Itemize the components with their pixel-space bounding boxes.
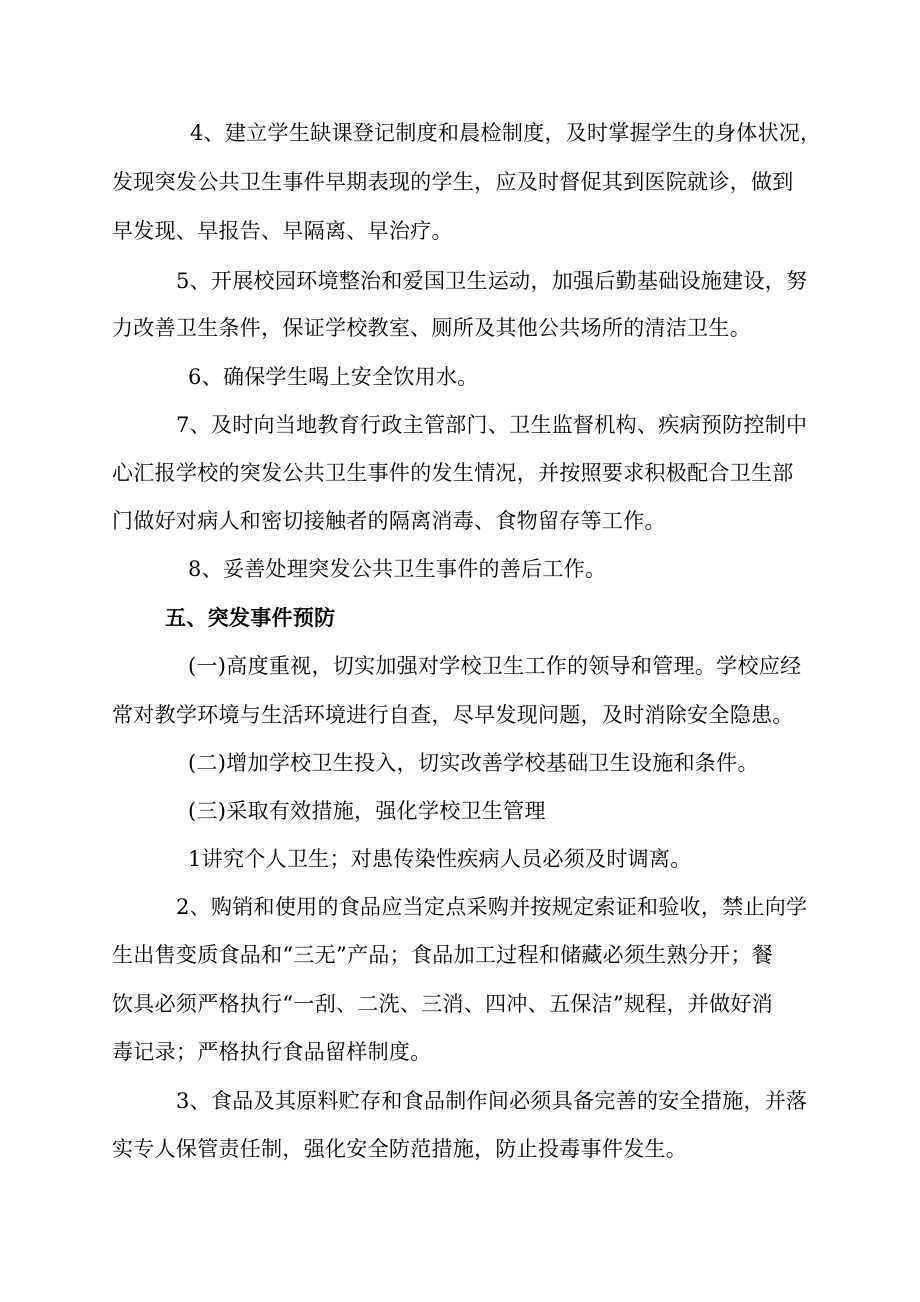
item-1-line-1: (一)高度重视，切实加强对学校卫生工作的领导和管理。学校应经 xyxy=(188,654,802,678)
paragraph-4-line-2: 发现突发公共卫生事件早期表现的学生，应及时督促其到医院就诊，做到 xyxy=(112,170,794,194)
paragraph-4-line-1: 4、建立学生缺课登记制度和晨检制度，及时掌握学生的身体状况， xyxy=(190,121,822,145)
paragraph-5-line-1: 5、开展校园环境整治和爱国卫生运动，加强后勤基础设施建设，努 xyxy=(176,269,808,293)
subitem-3-line-2: 实专人保管责任制，强化安全防范措施，防止投毒事件发生。 xyxy=(112,1137,688,1161)
subitem-2-line-4: 毒记录；严格执行食品留样制度。 xyxy=(112,1040,432,1064)
subitem-2-line-1: 2、购销和使用的食品应当定点采购并按规定索证和验收，禁止向学 xyxy=(176,895,808,919)
subitem-2-line-3: 饮具必须严格执行“一刮、二洗、三消、四冲、五保洁”规程，并做好消 xyxy=(112,992,774,1016)
item-3-line-1: (三)采取有效措施，强化学校卫生管理 xyxy=(188,799,546,823)
paragraph-7-line-3: 门做好对病人和密切接触者的隔离消毒、食物留存等工作。 xyxy=(112,509,666,533)
paragraph-6-line-1: 6、确保学生喝上安全饮用水。 xyxy=(188,365,479,389)
paragraph-7-line-1: 7、及时向当地教育行政主管部门、卫生监督机构、疾病预防控制中 xyxy=(176,413,808,437)
paragraph-4-line-3: 早发现、早报告、早隔离、早治疗。 xyxy=(112,219,453,243)
item-1-line-2: 常对教学环境与生活环境进行自查，尽早发现问题，及时消除安全隐患。 xyxy=(112,703,794,727)
item-2-line-1: (二)增加学校卫生投入，切实改善学校基础卫生设施和条件。 xyxy=(188,751,759,775)
subitem-1-line-1: 1讲究个人卫生；对患传染性疾病人员必须及时调离。 xyxy=(188,847,692,871)
paragraph-8-line-1: 8、妥善处理突发公共卫生事件的善后工作。 xyxy=(188,557,607,581)
paragraph-7-line-2: 心汇报学校的突发公共卫生事件的发生情况，并按照要求积极配合卫生部 xyxy=(112,461,794,485)
subitem-3-line-1: 3、食品及其原料贮存和食品制作间必须具备完善的安全措施，并落 xyxy=(176,1089,808,1113)
paragraph-5-line-2: 力改善卫生条件，保证学校教室、厕所及其他公共场所的清洁卫生。 xyxy=(112,316,751,340)
subitem-2-line-2: 生出售变质食品和“三无”产品；食品加工过程和储藏必须生熟分开；餐 xyxy=(112,943,774,967)
section-heading: 五、突发事件预防 xyxy=(165,605,336,630)
